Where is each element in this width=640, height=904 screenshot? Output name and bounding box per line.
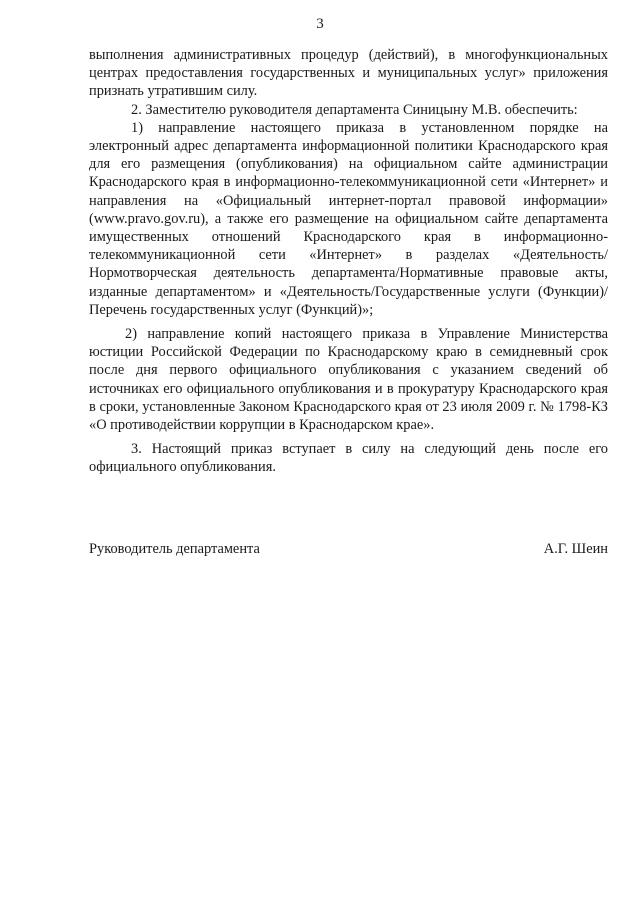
signatory-position: Руководитель департамента — [89, 541, 260, 557]
page-number: 3 — [316, 16, 324, 32]
signatory-name: А.Г. Шеин — [543, 541, 608, 557]
paragraph-item-3: 3. Настоящий приказ вступает в силу на следующий день после его официального опубликования. — [89, 441, 608, 476]
paragraph-subitem-2: 2) направление копий настоящего приказа в Управление Министерства юстиции Российской Федерации по Краснодарскому краю в семидневный срок после дня первого официального опубликования с указанием сведений об источниках его официального опубликования и в прокуратуру Краснодарского края в сроки, установленные Законом Краснодарского края от 23 июля 2009 г. № 1798-КЗ «О противодействии коррупции в Краснодарском крае». — [89, 326, 608, 434]
paragraph-continuation: выполнения административных процедур (действий), в многофункциональных центрах предоставления государственных и муниципальных услуг» приложения признать утратившим силу. — [89, 47, 608, 100]
document-body — [89, 46, 608, 477]
paragraph-item-2: 2. Заместителю руководителя департамента Синицыну М.В. обеспечить: — [131, 101, 578, 118]
signature-block — [89, 541, 608, 558]
paragraph-subitem-1: 1) направление настоящего приказа в установленном порядке на электронный адрес департамента информационной политики Краснодарского края для его размещения (опубликования) на официальном сайте администрации Краснодарского края в информационно-телекоммуникационной сети «Интернет» и направления на «Официальный интернет-портал правовой информации» (www.pravo.gov.ru), а также его размещение на официальном сайте департамента имущественных отношений Краснодарского края в информационно-телекоммуникационной сети «Интернет» в разделах «Деятельность/Нормотворческая деятельность департамента/Нормативные правовые акты, изданные департаментом» и «Деятельность/Государственные услуги (Функции)/Перечень государственных услуг (Функций)»; — [89, 119, 608, 318]
